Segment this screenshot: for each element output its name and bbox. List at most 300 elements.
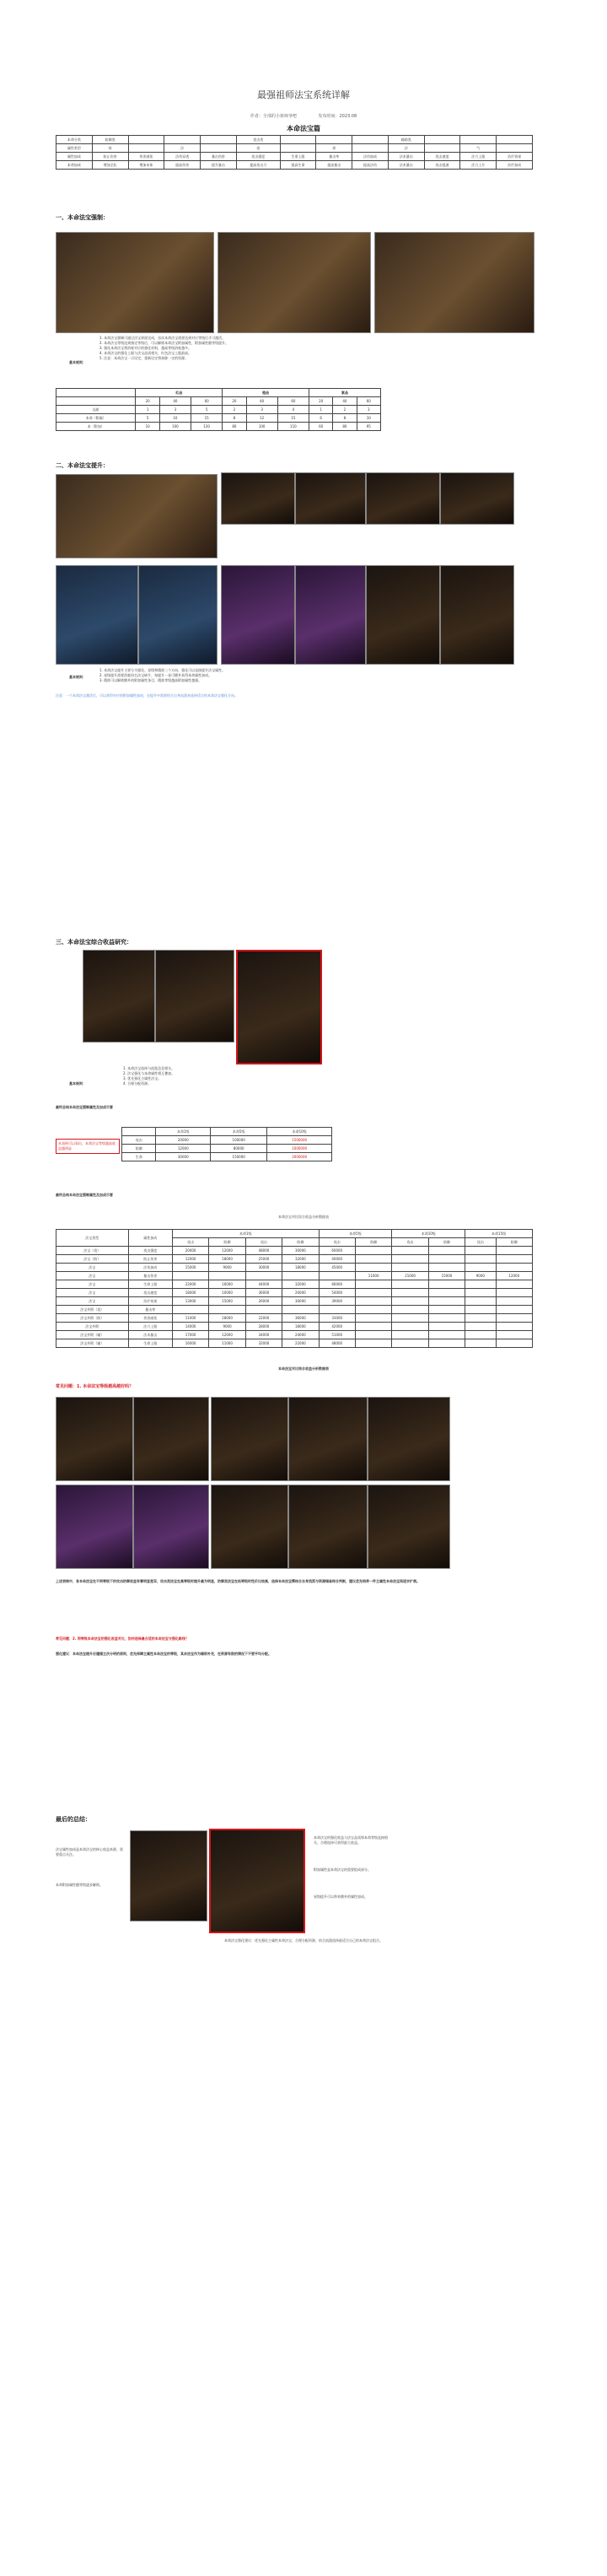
table-cell: 48000 (245, 1247, 282, 1255)
table-cell (465, 1289, 496, 1297)
table-cell: 40 (333, 397, 357, 406)
table-cell: 法伤穿透 (164, 153, 201, 161)
table-cell: 60 (191, 397, 223, 406)
table-row (56, 136, 533, 144)
table-cell: 法术暴击 (388, 161, 424, 170)
table-cell (428, 1314, 465, 1323)
table-cell: 生命上限 (128, 1280, 172, 1289)
table-cell: 18000 (209, 1255, 245, 1264)
table-cell (245, 1272, 282, 1280)
table-cell (352, 144, 389, 153)
panel-d1 (56, 1397, 133, 1481)
table-cell (355, 1247, 391, 1255)
rule-item: 3. 优先强化主属性法宝。 (123, 1076, 162, 1081)
table-cell: 防御类 (92, 136, 128, 144)
table-cell: 8 (223, 414, 246, 423)
table-cell (496, 1314, 532, 1323)
table-cell: 11000 (209, 1339, 245, 1348)
table-cell: 10 (136, 423, 159, 431)
table-row (122, 1145, 332, 1153)
rule-item: 2. 法宝强化与本命属性相互叠加。 (123, 1071, 175, 1075)
table-cell (496, 1339, 532, 1348)
table-cell (355, 1264, 391, 1272)
table-cell: 法术暴击 (388, 153, 424, 161)
table-row (56, 1289, 533, 1297)
promo-image (56, 474, 218, 558)
table-cell: 法宝（防） (56, 1255, 129, 1264)
table-cell (392, 1289, 428, 1297)
table-cell: 18000 (209, 1314, 245, 1323)
rule-item: 1. 本命法宝提升主要分为强化、星级和精炼三个方向，强化可以直接提升法宝属性。 (99, 668, 226, 672)
table-cell: 60 (357, 397, 380, 406)
table-cell: 伤害减免 (128, 153, 164, 161)
table-cell (355, 1331, 391, 1339)
table-cell (465, 1339, 496, 1348)
table-cell (392, 1331, 428, 1339)
table-cell: 防止伤害 (128, 1255, 172, 1264)
panel-e4 (288, 1485, 368, 1569)
table-cell: 15000 (172, 1264, 208, 1272)
table-cell (496, 1297, 532, 1306)
table-cell: 法伤加成 (128, 1264, 172, 1272)
table-cell: 9000 (209, 1323, 245, 1331)
table-cell (209, 1306, 245, 1314)
table-cell (392, 1306, 428, 1314)
table-cell: 本（附加） (56, 423, 136, 431)
table-cell: 法宝类型 (56, 1230, 129, 1247)
rule-item: 5. 注意：本命法宝一旦设定，重新设定将扣除一定的资源。 (99, 356, 189, 360)
table-cell: 95 (357, 423, 380, 431)
table-row (56, 1323, 533, 1331)
table-cell (497, 136, 533, 144)
table-cell: 80000 (211, 1145, 267, 1153)
panel-a1 (221, 472, 295, 525)
table-cell: 法 (164, 144, 201, 153)
table-cell: 辅助类 (388, 136, 424, 144)
table-cell: 20000 (172, 1247, 208, 1255)
table-cell: 60 (277, 397, 309, 406)
table-cell (122, 1128, 156, 1136)
compare-table (56, 1229, 533, 1348)
table-cell (465, 1323, 496, 1331)
page-title: 最强祖师法宝系统详解 (257, 89, 350, 100)
table-cell: 20 (136, 397, 159, 406)
table-cell (428, 1306, 465, 1314)
table-cell (424, 136, 460, 144)
table-cell: 治疗效果 (497, 153, 533, 161)
classification-table (56, 135, 533, 170)
table-cell (352, 136, 389, 144)
table-cell: 36000 (245, 1289, 282, 1297)
table-cell: 提高生命 (280, 161, 316, 170)
table-cell: 法宝（攻） (56, 1247, 129, 1255)
table-cell: 法术暴击 (128, 1331, 172, 1339)
table-cell: 34000 (245, 1331, 282, 1339)
table3-side-note: 从表格可以看出，本命法宝等级越高收益越明显 (56, 1139, 120, 1154)
table-cell: 18000 (172, 1289, 208, 1297)
table-cell (465, 1314, 496, 1323)
table-cell: 10000 (209, 1289, 245, 1297)
table-row (56, 153, 533, 161)
rule-item: 4. 合理分配资源。 (123, 1081, 152, 1086)
table-cell: 20000 (156, 1136, 211, 1145)
table-cell (496, 1255, 532, 1264)
table-cell (355, 1289, 391, 1297)
table-cell: 22000 (282, 1339, 319, 1348)
table-cell: 32000 (282, 1280, 319, 1289)
table-cell: 增加全队 (92, 161, 128, 170)
table-row (122, 1128, 332, 1136)
section-2-heading: 二、本命法宝提升： (56, 462, 109, 469)
table-cell: 30000 (282, 1297, 319, 1306)
table-cell (428, 1289, 465, 1297)
table-cell (209, 1272, 245, 1280)
table-cell: 属性类型 (56, 144, 93, 153)
table-cell (392, 1264, 428, 1272)
table-cell (355, 1297, 391, 1306)
table-cell (164, 136, 201, 144)
table-cell: 28000 (245, 1323, 282, 1331)
panel-a4 (440, 472, 514, 525)
table-cell: 本命1级 (172, 1230, 319, 1238)
table-cell: 攻击 (465, 1238, 496, 1247)
table-cell (280, 136, 316, 144)
table-cell: 1500000 (267, 1136, 332, 1145)
table-cell: 10 (357, 414, 380, 423)
table-cell: 9000 (209, 1264, 245, 1272)
section-3-heading: 三、本命法宝综合收益研究： (56, 939, 132, 946)
table-cell: 16000 (209, 1280, 245, 1289)
rule-item: 1. 本命法宝强制可通过法宝界面完成，首次本命法宝需要达到对应等级后才可激活。 (99, 336, 226, 340)
bottom-paragraph: 上述表格中，各本命法宝在不同等级下的攻击防御收益有着明显差异，攻击类法宝在高等级时提升最为明显，防御类法宝在低等级时性价比较高，选择本命法宝需结合自身流派与资源储备综合判断，建议优先培养一件主属性本命法宝再逐步扩展。 (56, 1579, 420, 1583)
table-cell: 属性加成 (56, 153, 93, 161)
table-row (56, 1314, 533, 1323)
table-cell (355, 1323, 391, 1331)
table-row (56, 1230, 533, 1238)
table-cell: 12000 (209, 1247, 245, 1255)
table-cell: 30000 (245, 1264, 282, 1272)
table-cell: 1 (309, 406, 332, 414)
table-cell (319, 1272, 355, 1280)
table-cell: 12 (246, 414, 277, 423)
table-cell: 增加本体 (128, 161, 164, 170)
table-cell: 攻击提速 (424, 161, 460, 170)
table-row (56, 423, 381, 431)
table-cell: 暴击伤害 (128, 1272, 172, 1280)
table-cell: 80 (223, 423, 246, 431)
table-cell: 本命（附属） (56, 414, 136, 423)
table-cell: 法力上限 (460, 153, 497, 161)
table-row (56, 1306, 533, 1314)
table-cell: 防御 (496, 1238, 532, 1247)
table-cell: 3 (159, 406, 191, 414)
table-cell (496, 1280, 532, 1289)
table-cell: 本命加成 (56, 161, 93, 170)
table-cell (392, 1280, 428, 1289)
table-cell: 150000 (211, 1153, 267, 1161)
table-cell: 橙品 (223, 389, 309, 397)
table-cell: 法宝 (56, 1289, 129, 1297)
table-cell: 2000000 (267, 1153, 332, 1161)
table-cell (465, 1306, 496, 1314)
rule-item: 2. 本命法宝等级达到指定等级后，可以解锁本命法宝附加属性，附加属性随等级提升。 (99, 341, 229, 345)
table-cell: 12000 (172, 1255, 208, 1264)
table-cell: 暴击伤害 (201, 153, 237, 161)
panel-b2 (138, 565, 218, 665)
table-cell: 红品 (136, 389, 223, 397)
table-cell (392, 1339, 428, 1348)
table-cell (424, 144, 460, 153)
table-cell: 提高攻击力 (236, 161, 280, 170)
panel-f2 (209, 1829, 305, 1933)
table-cell: 60000 (319, 1247, 355, 1255)
table-cell (392, 1297, 428, 1306)
table-row (56, 397, 381, 406)
table-row (56, 1264, 533, 1272)
table-cell: 生命 (122, 1153, 156, 1161)
table-cell: 攻击强度 (236, 153, 280, 161)
table-cell: 治疗效果 (128, 1297, 172, 1306)
table-cell: 攻 (236, 144, 280, 153)
table-cell: 防御 (282, 1238, 319, 1247)
table-cell: 法伤加成 (352, 153, 389, 161)
table-cell: 30000 (156, 1153, 211, 1161)
game-screenshot-3 (374, 232, 534, 333)
table-cell: 攻击强度 (128, 1247, 172, 1255)
table-cell: 45000 (319, 1264, 355, 1272)
panel-c2 (155, 950, 234, 1043)
table-cell (496, 1247, 532, 1255)
table-row (56, 414, 381, 423)
section-1-heading: 一、本命法宝强制： (56, 214, 109, 221)
table-cell: 32000 (282, 1255, 319, 1264)
game-screenshot-2 (218, 232, 371, 333)
table-cell (465, 1247, 496, 1255)
table-cell: 法宝 (56, 1297, 129, 1306)
panel-b6 (440, 565, 514, 665)
red-question-1: 常见问题：1. 本命法宝等级越高越好吗？ (56, 1384, 134, 1389)
table-cell (392, 1247, 428, 1255)
panel-d2 (133, 1397, 209, 1481)
panel-d4 (288, 1397, 368, 1481)
panel-d3 (211, 1397, 288, 1481)
table-cell (128, 136, 164, 144)
table-cell (201, 136, 237, 144)
level-income-table (121, 1127, 332, 1161)
summary-note-2: 最终总结本命法宝强制属性及加成示意 (56, 1193, 113, 1197)
table-cell: 14000 (172, 1323, 208, 1331)
table-cell: 法宝外附（攻） (56, 1306, 129, 1314)
panel-f1 (130, 1830, 207, 1921)
panel-a2 (295, 472, 366, 525)
table-cell (465, 1255, 496, 1264)
table-cell: 11000 (355, 1272, 391, 1280)
panel-e5 (368, 1485, 450, 1569)
rule-item: 2. 星级提升需要消耗同名法宝碎片，每提升一星可额外获得本命属性加成。 (99, 673, 212, 677)
table-cell: 66000 (319, 1280, 355, 1289)
table-cell: 5 (191, 406, 223, 414)
table-cell (496, 1289, 532, 1297)
table-cell: 2 (333, 406, 357, 414)
table-cell: 本命15级 (465, 1230, 533, 1238)
summary-bottom: 本命法宝强化建议：优先强化主属性本命法宝，合理分配资源，结合流派选择最适合自己的本命法宝组合。 (224, 1938, 383, 1943)
section-4-heading: 最后的总结： (56, 1816, 91, 1823)
compare-caption-2: 本命法宝对比综合收益分析数据表 (278, 1366, 329, 1371)
table-cell: 22000 (245, 1314, 282, 1323)
table-cell (496, 1306, 532, 1314)
table-cell: 防御 (209, 1238, 245, 1247)
table-cell: 法力上限 (128, 1323, 172, 1331)
table-cell: 暴击率 (128, 1306, 172, 1314)
summary-right-1: 本命法宝的强化收益与法宝品质和本命等级直接相关，合理选择可获得最大收益。 (314, 1835, 388, 1845)
table-row (56, 1297, 533, 1306)
table-cell: 40000 (319, 1255, 355, 1264)
table-cell: 法宝 (56, 1264, 129, 1272)
table-cell (280, 144, 316, 153)
compare-caption: 本命法宝对比综合收益分析数据表 (278, 1215, 329, 1219)
summary-note: 最终总结本命法宝强制属性及加成示意 (56, 1105, 113, 1109)
table-cell: 13000 (172, 1297, 208, 1306)
table-cell: 法宝 (56, 1272, 129, 1280)
table-cell: 1000000 (267, 1145, 332, 1153)
table-row (56, 1339, 533, 1348)
rule-item: 3. 强化本命法宝将消耗对应的强化材料，越高等级消耗越多。 (99, 346, 192, 350)
table-cell: 9000 (465, 1272, 496, 1280)
table-cell: 32000 (245, 1339, 282, 1348)
table-cell: 治疗加成 (497, 161, 533, 170)
table-cell (428, 1339, 465, 1348)
table-cell (428, 1323, 465, 1331)
table-cell: 生命上限 (128, 1339, 172, 1348)
table-cell: 1 (136, 406, 159, 414)
table-cell: 20000 (282, 1289, 319, 1297)
table-cell: 5 (136, 414, 159, 423)
table-row (122, 1153, 332, 1161)
summary-right-3: 星级提升可以带来额外的属性加成。 (314, 1894, 368, 1899)
table-cell (465, 1264, 496, 1272)
table-cell: 4 (277, 406, 309, 414)
table-cell: 80 (333, 423, 357, 431)
table-cell: 18000 (282, 1264, 319, 1272)
table-cell: 40 (159, 397, 191, 406)
table-cell: 品阶 (56, 406, 136, 414)
table-cell: 15000 (428, 1272, 465, 1280)
blue-note: 注意：一个本命法宝激活后，可以获得对应的附加属性加成，在提升中需要结合自身流派来选择适合的本命法宝强化方向。 (56, 693, 238, 698)
table-cell: 攻击 (319, 1238, 355, 1247)
table-cell: 命 (316, 144, 352, 153)
table-cell (172, 1272, 208, 1280)
table-cell: 15 (277, 414, 309, 423)
table-cell: 法宝 (56, 1280, 129, 1289)
panel-e1 (56, 1485, 133, 1569)
table-cell: 本命1级 (156, 1128, 211, 1136)
red-question-2-text: 常见问题：2. 同等级本命法宝的强化收益对比，如何选择最合适的本命法宝与强化路线？ (56, 1636, 189, 1641)
panel-d5 (368, 1397, 450, 1481)
table-cell (316, 136, 352, 144)
table-cell: 100 (159, 423, 191, 431)
game-screenshot-1 (56, 232, 214, 333)
table-cell: 15000 (209, 1297, 245, 1306)
panel-b4 (295, 565, 366, 665)
section-subtitle: 本命法宝篇 (287, 125, 320, 132)
table-cell: 33000 (319, 1314, 355, 1323)
table-cell: 8 (333, 414, 357, 423)
panel-b1 (56, 565, 138, 665)
table-cell: 防御 (355, 1238, 391, 1247)
table-cell: 本命10级 (392, 1230, 465, 1238)
table-cell: 攻击速度 (128, 1289, 172, 1297)
table-cell (355, 1314, 391, 1323)
table-row (56, 1272, 533, 1280)
table-row (56, 1247, 533, 1255)
table-cell: 20 (309, 397, 332, 406)
table-cell: 44000 (245, 1280, 282, 1289)
table-cell: 30000 (282, 1247, 319, 1255)
summary-right-2: 附加属性是本命法宝的重要组成部分。 (314, 1867, 371, 1872)
table-cell (465, 1297, 496, 1306)
table-cell (355, 1339, 391, 1348)
table-cell (56, 397, 136, 406)
date-text: 发布时间：2023.08 (318, 114, 357, 119)
table-cell: 60 (309, 423, 332, 431)
table-cell (496, 1331, 532, 1339)
table-cell (465, 1280, 496, 1289)
table-cell: 11000 (172, 1314, 208, 1323)
table-cell: 攻击 (172, 1238, 208, 1247)
table-cell: 40 (246, 397, 277, 406)
table-cell: 3 (246, 406, 277, 414)
table-cell: 攻击速度 (424, 153, 460, 161)
table-cell: 攻击 (245, 1238, 282, 1247)
summary-left-1: 法宝属性加成是本命法宝的核心收益来源，需要重点关注。 (56, 1847, 123, 1857)
table-cell: 紫品 (309, 389, 380, 397)
table-cell (428, 1280, 465, 1289)
table-cell (497, 144, 533, 153)
table-cell: 25000 (245, 1255, 282, 1264)
table-cell: 提高暴击 (316, 161, 352, 170)
rule-item: 3. 精炼可以解锁额外的附加属性条目，精炼等级越高附加属性越强。 (99, 678, 202, 682)
table-cell (496, 1323, 532, 1331)
table-cell: 54000 (319, 1289, 355, 1297)
panel-a3 (366, 472, 440, 525)
table-cell: 体 (92, 144, 128, 153)
basic-rules-label: 基本规则： (69, 360, 86, 364)
table-cell (392, 1314, 428, 1323)
table-cell: 10 (159, 414, 191, 423)
panel-e2 (133, 1485, 209, 1569)
page-meta (0, 113, 607, 119)
table-cell: 12000 (156, 1145, 211, 1153)
table-cell: 暴击率 (316, 153, 352, 161)
table-row (56, 1255, 533, 1264)
table-cell: 法 (388, 144, 424, 153)
table-cell (355, 1280, 391, 1289)
basic-rules-label-3: 基本规则： (69, 1081, 86, 1086)
table-cell (245, 1306, 282, 1314)
table-cell: 本命10级 (267, 1128, 332, 1136)
table-cell (428, 1297, 465, 1306)
table-cell: 本命分类 (56, 136, 93, 144)
table-cell: 17000 (172, 1331, 208, 1339)
table-row (56, 1331, 533, 1339)
table-cell: 提升暴击 (201, 161, 237, 170)
table-cell: 法宝外附（辅） (56, 1339, 129, 1348)
table-cell: 16000 (172, 1339, 208, 1348)
table-cell: 21000 (392, 1272, 428, 1280)
table-cell: 26000 (245, 1297, 282, 1306)
rule-item: 4. 本命法宝的强化上限与法宝品质相关，红色法宝上限最高。 (99, 351, 192, 355)
table-row (56, 1280, 533, 1289)
